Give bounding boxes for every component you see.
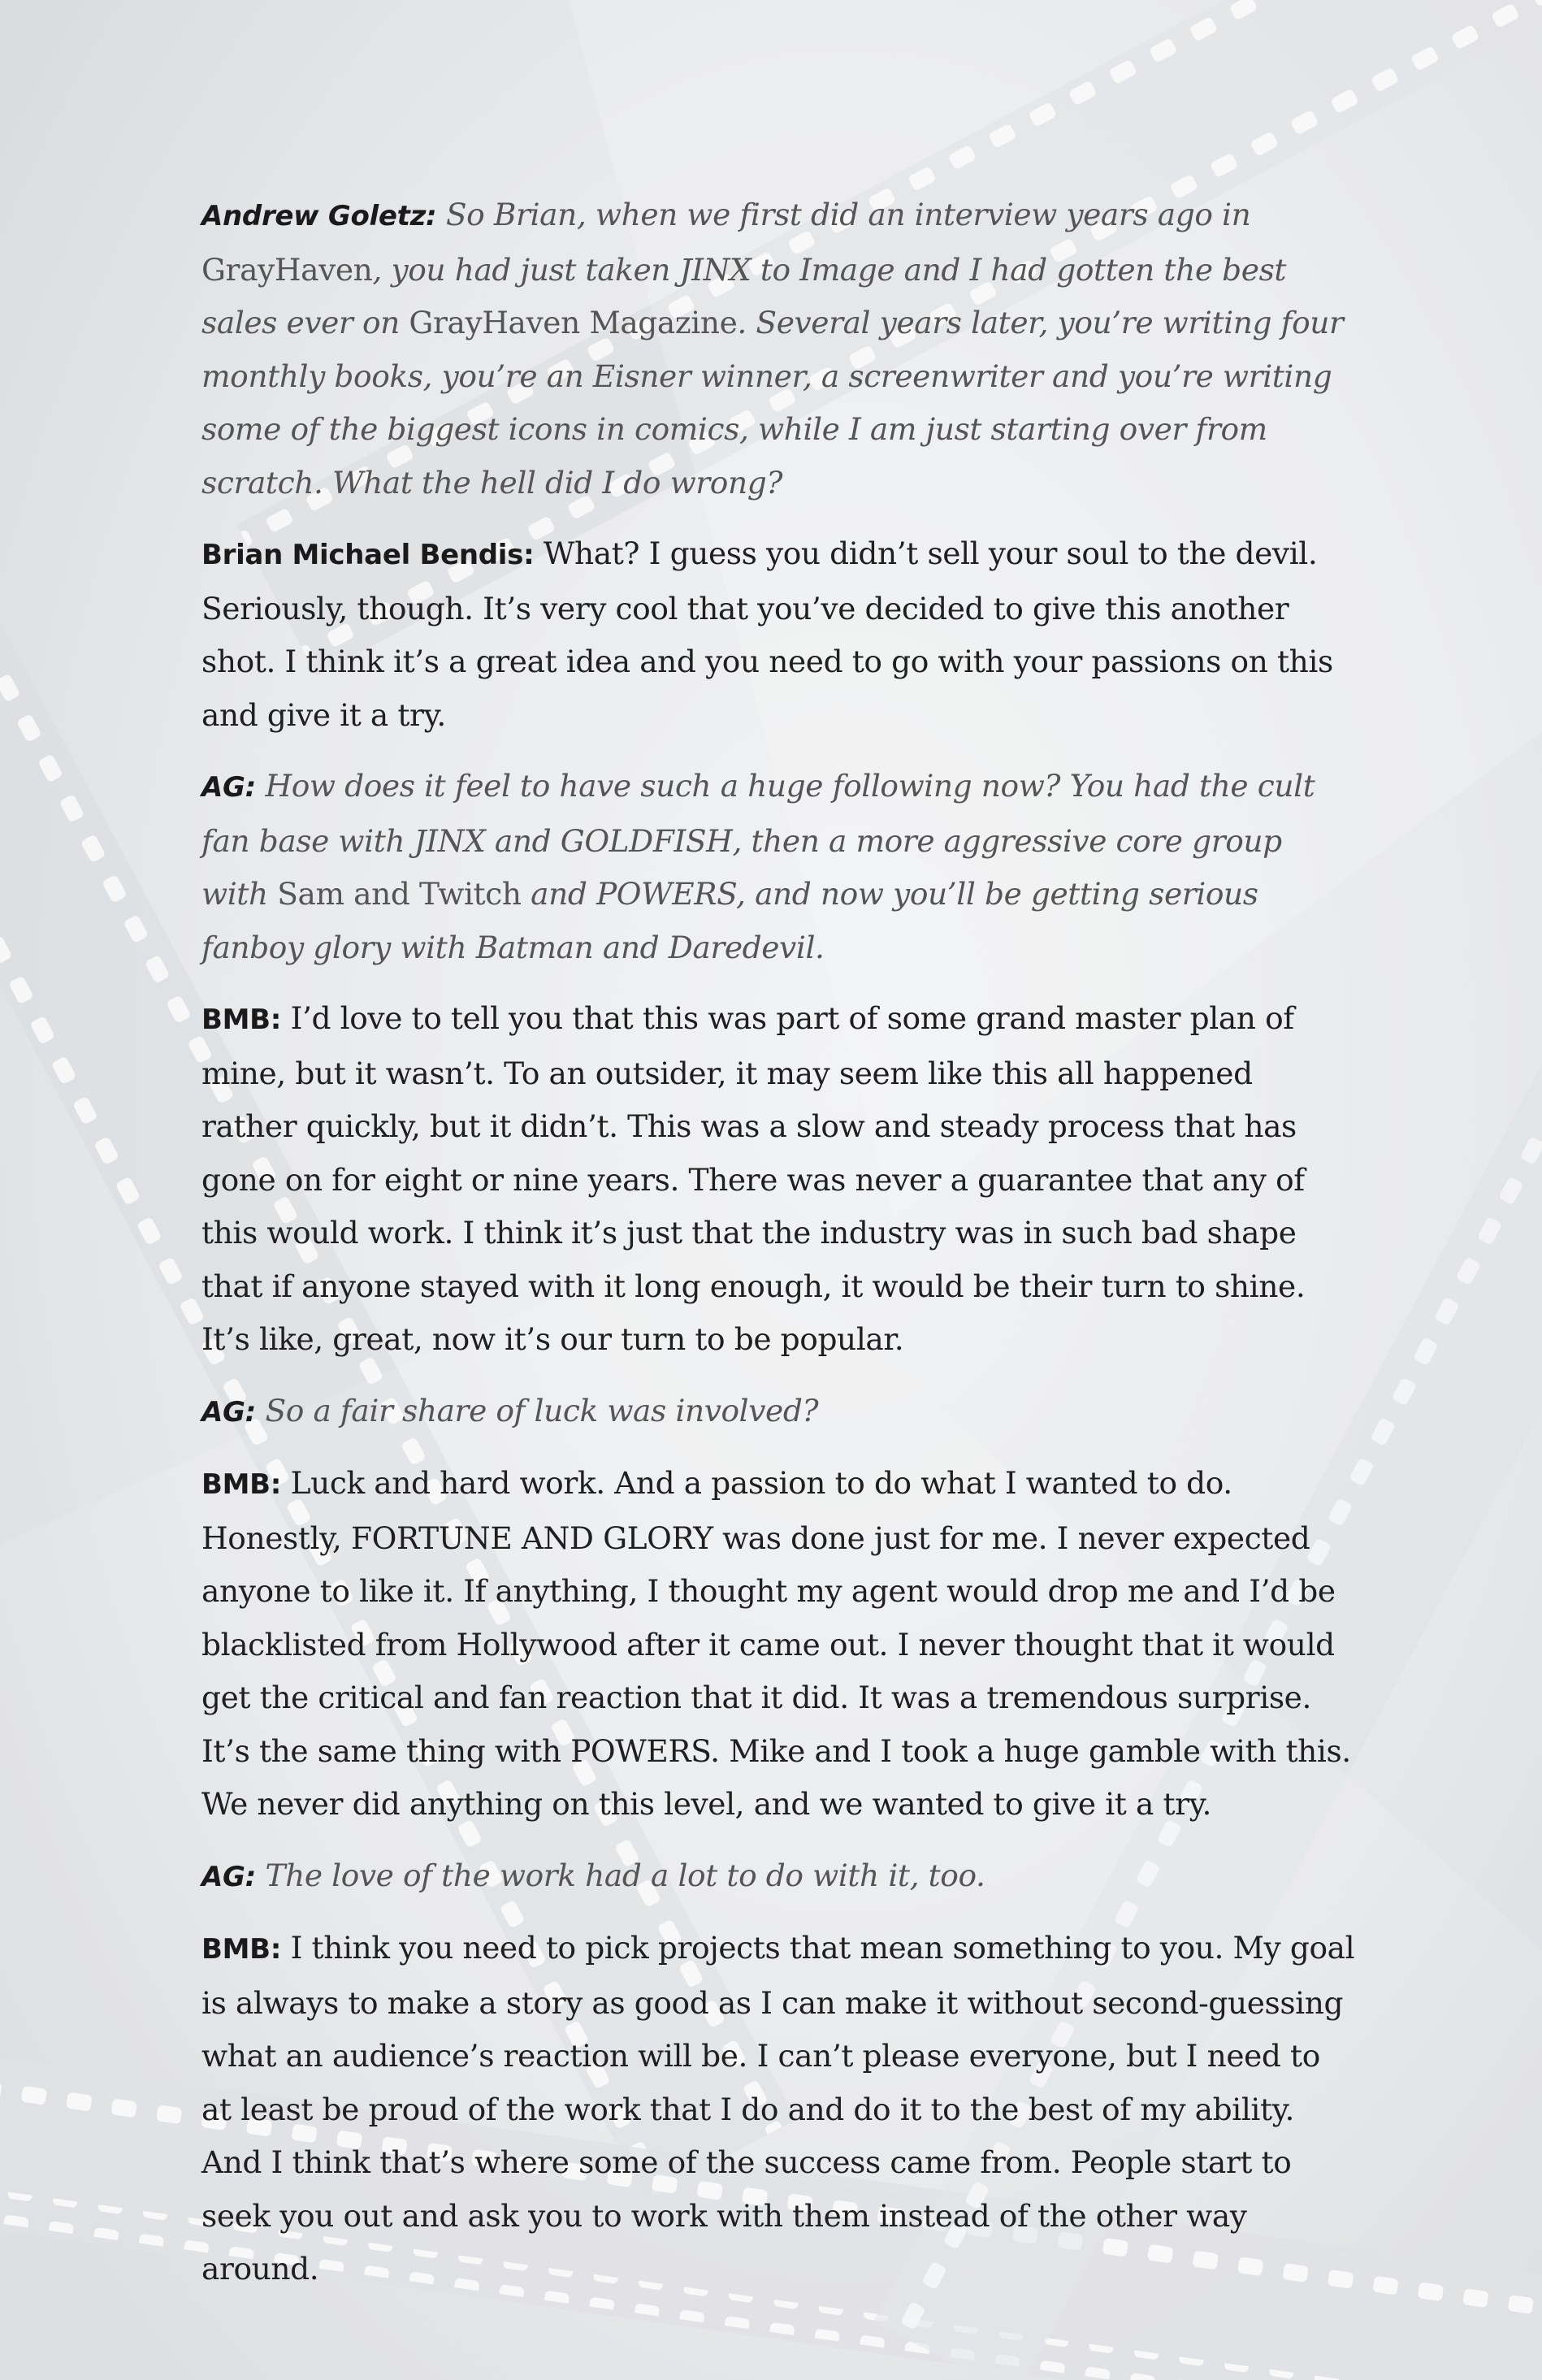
speaker-label: AG: bbox=[201, 771, 256, 804]
speaker-label: Brian Michael Bendis: bbox=[201, 539, 535, 571]
question-text: GrayHaven bbox=[201, 251, 373, 288]
speaker-label: BMB: bbox=[201, 1468, 282, 1501]
question-text: , you had just taken JINX to Image and I had gotten the best sales ever on bbox=[201, 251, 1287, 340]
question-text: . Several years later, you’re writing four monthly books, you’re an Eisner winner, a screenwriter and you’re writing some of the biggest icons in comics, while I am just starting over from scratch. What the hell did I do wrong? bbox=[201, 305, 1344, 501]
speaker-label: BMB: bbox=[201, 1933, 282, 1966]
question-paragraph bbox=[201, 189, 1355, 509]
answer-paragraph bbox=[201, 527, 1355, 742]
question-paragraph bbox=[201, 1849, 1355, 1905]
answer-text: Luck and hard work. And a passion to do what I wanted to do. Honestly, FORTUNE AND GLORY was done just for me. I never expected anyone to like it. If anything, I thought my agent would drop me and I’d be blacklisted from Hollywood after it came out. I never thought that it would get the critical and fan reaction that it did. It was a tremendous surprise. It’s the same thing with POWERS. Mike and I took a huge gamble with this. We never did anything on this level, and we wanted to give it a try. bbox=[201, 1465, 1351, 1822]
answer-text: I think you need to pick projects that mean something to you. My goal is always to make a story as good as I can make it without second-guessing what an audience’s reaction will be. I can’t please everyone, but I need to at least be proud of the work that I do and do it to the best of my ability. And I think that’s where some of the success came from. People start to seek you out and ask you to work with them instead of the other way around. bbox=[201, 1930, 1355, 2287]
answer-paragraph bbox=[201, 992, 1355, 1367]
speaker-label: Andrew Goletz: bbox=[201, 200, 437, 232]
question-text: So a fair share of luck was involved? bbox=[265, 1392, 819, 1428]
interview-text bbox=[201, 189, 1355, 2314]
question-text: GrayHaven Magazine bbox=[409, 305, 738, 340]
question-text: How does it feel to have such a huge following now? You had the cult fan base with JINX and GOLDFISH, then a more aggressive core group with bbox=[201, 768, 1315, 912]
speaker-label: AG: bbox=[201, 1395, 256, 1428]
answer-text: I’d love to tell you that this was part of some grand master plan of mine, but it wasn’t. To an outsider, it may seem like this all happened rather quickly, but it didn’t. This was a slow and steady process that has gone on for eight or nine years. There was never a guarantee that any of this would work. I think it’s just that the industry was in such bad shape that if anyone stayed with it long enough, it would be their turn to shine. It’s like, great, now it’s our turn to be popular. bbox=[201, 1000, 1306, 1357]
question-text: Sam and Twitch bbox=[277, 876, 522, 912]
speaker-label: BMB: bbox=[201, 1004, 282, 1036]
answer-text: What? I guess you didn’t sell your soul to the devil. Seriously, though. It’s very cool that you’ve decided to give this another shot. I think it’s a great idea and you need to go with your passions on this and give it a try. bbox=[201, 535, 1333, 733]
question-text: So Brian, when we first did an interview years ago in bbox=[445, 197, 1251, 232]
answer-paragraph bbox=[201, 1922, 1355, 2296]
question-paragraph bbox=[201, 760, 1355, 974]
answer-paragraph bbox=[201, 1457, 1355, 1832]
question-paragraph bbox=[201, 1385, 1355, 1440]
speaker-label: AG: bbox=[201, 1860, 256, 1893]
question-text: The love of the work had a lot to do with it, too. bbox=[265, 1857, 985, 1893]
question-text: and POWERS, and now you’ll be getting serious fanboy glory with Batman and Daredevil. bbox=[201, 876, 1258, 965]
